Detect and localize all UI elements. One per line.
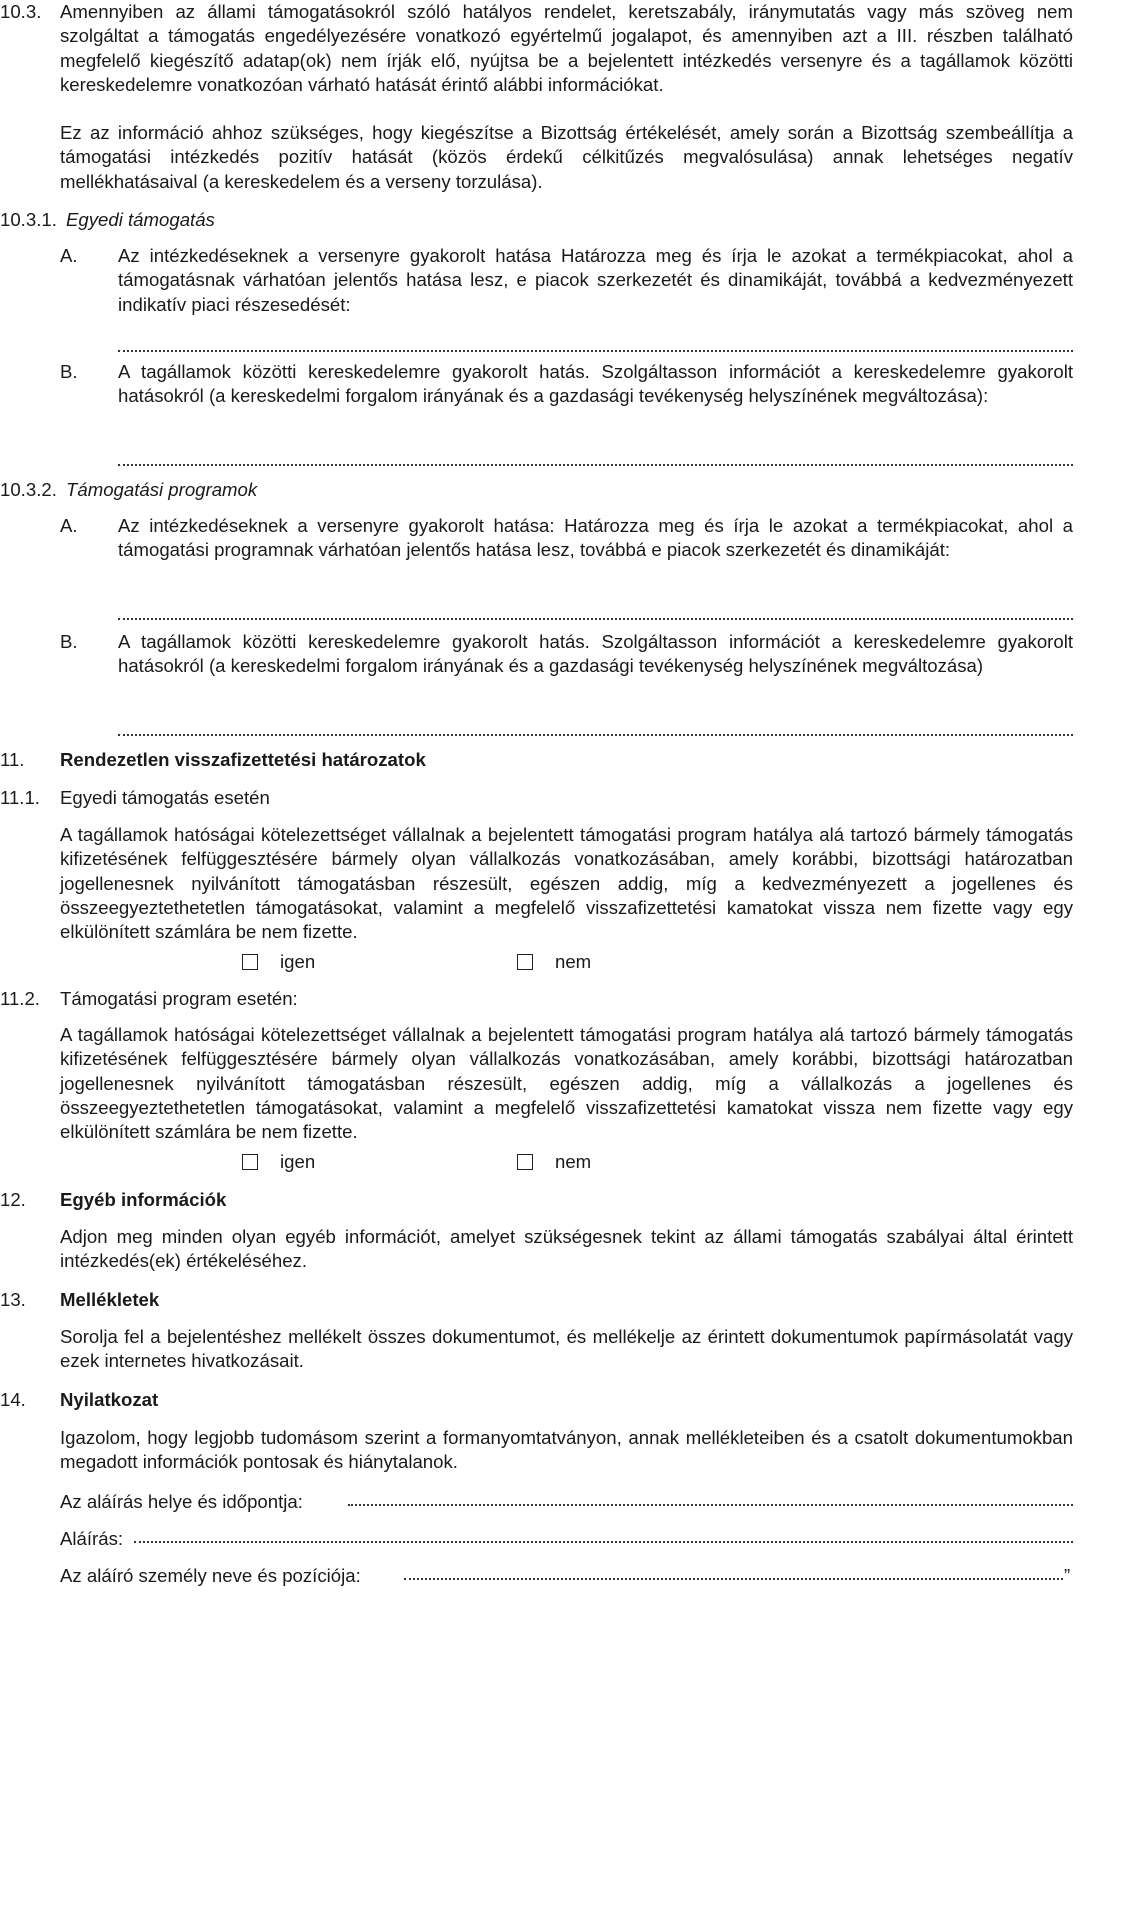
section-11-2-paragraph: A tagállamok hatóságai kötelezettséget vállalnak a bejelentett támogatási program hatálya alá tartozó bármely támogatás kifizetésének felfüggesztésére bármely olyan vállalkozás vonatkozásában, amely korábbi, bizottsági határozatban jogellenesnek nyilvánított támogatásban részesült, egészen addig, míg a vállalkozás a jogellenes és összeegyeztethetetlen támogatásokat, valamint a megfelelő visszafizettetési kamatokat vissza nem fizette vagy egy elkülönített számlára be nem fizette.	[60, 1024, 1073, 1143]
section-10-3-1-title: Egyedi támogatás	[66, 209, 215, 230]
checkbox[interactable]	[242, 1154, 258, 1170]
item-b-text: A tagállamok közötti kereskedelemre gyakorolt hatás. Szolgáltasson információt a kereskedelemre gyakorolt hatásokról (a kereskedelmi forgalom irányának és a gazdasági tevékenység helyszínének megváltozása)	[118, 631, 1073, 677]
checkbox[interactable]	[517, 1154, 533, 1170]
section-number-11-1: 11.1.	[0, 787, 40, 808]
item-a-text: Az intézkedéseknek a versenyre gyakorolt hatása Határozza meg és írja le azokat a termékpiacokat, ahol a támogatásnak várhatóan jelentős hatása lesz, e piacok szerkezetét és dinamikáját, továbbá a kedvezményezett indikatív piaci részesedését:	[118, 245, 1073, 315]
name-position-label: Az aláíró személy neve és pozíciója:	[60, 1565, 361, 1586]
section-10-3-paragraph-2: Ez az információ ahhoz szükséges, hogy kiegészítse a Bizottság értékelését, amely során a Bizottság szembeállítja a támogatási intézkedés pozitív hatását (közös érdekű célkitűzés megvalósulása) annak lehetséges negatív mellékhatásaival (a kereskedelem és a verseny torzulása).	[60, 122, 1073, 192]
item-b-letter: B.	[60, 361, 78, 382]
option-label: igen	[280, 1151, 316, 1172]
section-10-3-paragraph: Amennyiben az állami támogatásokról szóló hatályos rendelet, keretszabály, iránymutatás vagy más szöveg nem szolgáltat a támogatás engedélyezésére vonatkozó egyértelmű jogalapot, és amennyiben azt a III. részben található megfelelő kiegészítő adatap(ok) nem írják elő, nyújtsa be a bejelentett intézkedés versenyre és a tagállamok közötti kereskedelemre vonatkozóan várható hatását érintő alábbi információkat.	[60, 1, 1073, 95]
section-11-2-title: Támogatási program esetén:	[60, 988, 298, 1009]
option-yes-11-1[interactable]	[242, 950, 315, 974]
section-number-11: 11.	[0, 749, 25, 770]
place-date-label: Az aláírás helye és időpontja:	[60, 1491, 303, 1512]
section-12-title: Egyéb információk	[60, 1189, 227, 1210]
section-11-1-title: Egyedi támogatás esetén	[60, 787, 270, 808]
section-number-10-3-1: 10.3.1.	[0, 209, 57, 230]
option-label: igen	[280, 951, 316, 972]
signature-field[interactable]	[134, 1538, 1073, 1543]
place-date-field[interactable]	[348, 1501, 1073, 1506]
item-b-letter: B.	[60, 631, 78, 652]
option-no-11-1[interactable]	[517, 950, 591, 974]
option-label: nem	[555, 951, 592, 972]
section-14-title: Nyilatkozat	[60, 1389, 159, 1410]
name-position-field[interactable]	[404, 1575, 1063, 1580]
section-12-paragraph: Adjon meg minden olyan egyéb információt, amelyet szükségesnek tekint az állami támogatás szabályai által érintett intézkedés(ek) értékeléséhez.	[60, 1226, 1073, 1272]
option-no-11-2[interactable]	[517, 1150, 591, 1174]
option-label: nem	[555, 1151, 592, 1172]
checkbox[interactable]	[242, 954, 258, 970]
section-13-paragraph: Sorolja fel a bejelentéshez mellékelt összes dokumentumot, és mellékelje az érintett dokumentumok papírmásolatát vagy ezek internetes hivatkozásait.	[60, 1326, 1073, 1372]
section-number-11-2: 11.2.	[0, 988, 40, 1009]
item-a-text: Az intézkedéseknek a versenyre gyakorolt hatása: Határozza meg és írja le azokat a termékpiacokat, ahol a támogatási programnak várhatóan jelentős hatása lesz, továbbá e piacok szerkezetét és dinamikáját:	[118, 515, 1073, 561]
section-14-paragraph: Igazolom, hogy legjobb tudomásom szerint a formanyomtatványon, annak mellékleteiben és a csatolt dokumentumokban megadott információk pontosak és hiánytalanok.	[60, 1427, 1073, 1473]
section-number-10-3-2: 10.3.2.	[0, 479, 57, 500]
item-a-letter: A.	[60, 245, 78, 266]
option-yes-11-2[interactable]	[242, 1150, 315, 1174]
section-number-10-3: 10.3.	[0, 1, 42, 22]
section-number-12: 12.	[0, 1189, 26, 1210]
section-11-1-paragraph: A tagállamok hatóságai kötelezettséget vállalnak a bejelentett támogatási program hatálya alá tartozó bármely támogatás kifizetésének felfüggesztésére bármely olyan vállalkozás vonatkozásában, amely korábbi, bizottsági határozatban jogellenesnek nyilvánított támogatásban részesült, egészen addig, míg a kedvezményezett a jogellenes és összeegyeztethetetlen támogatásokat, valamint a megfelelő visszafizettetési kamatokat vissza nem fizette vagy egy elkülönített számlára be nem fizette.	[60, 824, 1073, 943]
section-number-14: 14.	[0, 1389, 26, 1410]
section-10-3-2-title: Támogatási programok	[66, 479, 258, 500]
item-b-text: A tagállamok közötti kereskedelemre gyakorolt hatás. Szolgáltasson információt a kereskedelemre gyakorolt hatásokról (a kereskedelmi forgalom irányának és a gazdasági tevékenység helyszínének megváltozása):	[118, 361, 1073, 407]
item-a-letter: A.	[60, 515, 78, 536]
section-13-title: Mellékletek	[60, 1289, 160, 1310]
answer-field-10-3-2-a[interactable]	[118, 615, 1073, 620]
closing-quote-mark: ”	[1064, 1565, 1071, 1586]
section-11-title: Rendezetlen visszafizettetési határozatok	[60, 749, 426, 770]
answer-field-10-3-2-b[interactable]	[118, 731, 1073, 736]
answer-field-10-3-1-b[interactable]	[118, 461, 1073, 466]
signature-label: Aláírás:	[60, 1528, 124, 1549]
answer-field-10-3-1-a[interactable]	[118, 347, 1073, 352]
checkbox[interactable]	[517, 954, 533, 970]
section-number-13: 13.	[0, 1289, 26, 1310]
